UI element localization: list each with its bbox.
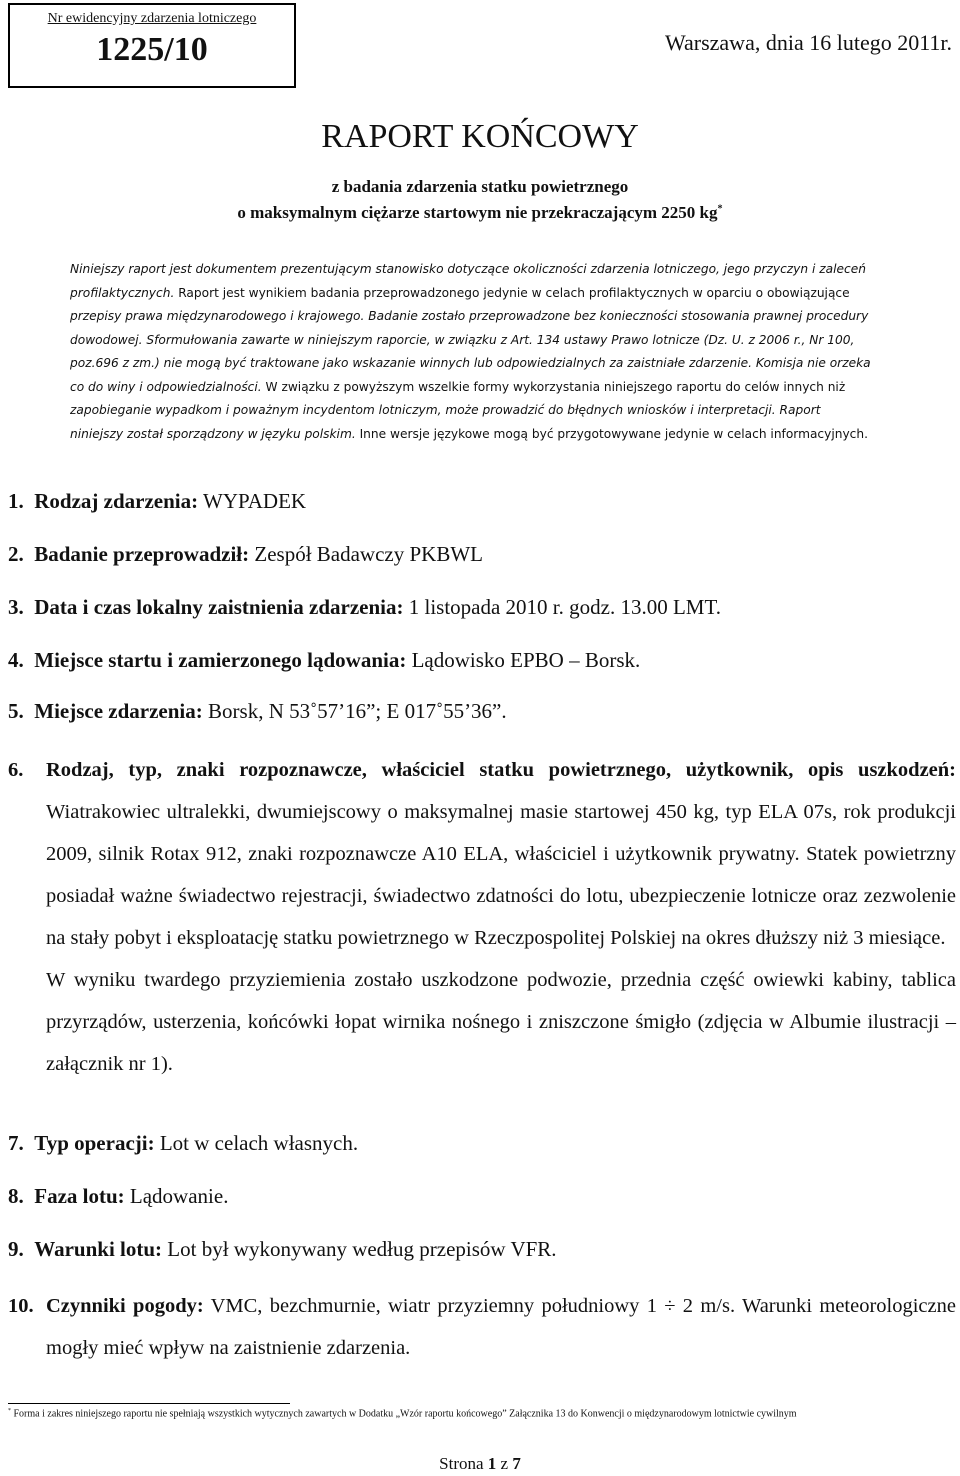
section-7: 7. Typ operacji: Lot w celach własnych. bbox=[8, 1131, 359, 1155]
page-number: Strona 1 z 7 bbox=[439, 1454, 521, 1473]
report-date: Warszawa, dnia 16 lutego 2011r. bbox=[665, 30, 952, 55]
section-2: 2. Badanie przeprowadził: Zespół Badawczy PKBWL bbox=[8, 542, 483, 566]
registry-number-box bbox=[8, 3, 296, 88]
subtitle-line-1: z badania zdarzenia statku powietrznego bbox=[331, 177, 629, 196]
subtitle-line-2: o maksymalnym ciężarze startowym nie przekraczającym 2250 kg* bbox=[237, 203, 723, 222]
disclaimer-paragraph: Niniejszy raport jest dokumentem prezentującym stanowisko dotyczące okoliczności zdarzenia lotniczego, jego przyczyn i zaleceń profilaktycznych. Raport jest wynikiem badania przeprowadzonego jedynie w celach profilaktycznych w oparciu o obowiązujące przepisy prawa międzynarodowego i krajowego. Badanie zostało przeprowadzone bez konieczności stosowania prawnej procedury dowodowej. Sformułowania zawarte w niniejszym raporcie, w związku z Art. 134 ustawy Prawo lotnicze (Dz. U. z 2006 r., Nr 100, poz.696 z zm.) nie mogą być traktowane jako wskazanie winnych lub odpowiedzialnych za zaistniałe zdarzenie. Komisja nie orzeka co do winy i odpowiedzialności. W związku z powyższym wszelkie formy wykorzystania niniejszego raportu do celów innych niż zapobieganie wypadkom i poważnym incydentom lotniczym, może prowadzić do błędnych wniosków i interpretacji. Raport niniejszy został sporządzony w języku polskim. Inne wersje językowe mogą być przygotowywane jedynie w celach informacyjnych. bbox=[70, 262, 871, 441]
section-3: 3. Data i czas lokalny zaistnienia zdarzenia: 1 listopada 2010 r. godz. 13.00 LMT. bbox=[8, 595, 721, 619]
section-1: 1. Rodzaj zdarzenia: WYPADEK bbox=[8, 489, 307, 513]
section-8: 8. Faza lotu: Lądowanie. bbox=[8, 1184, 229, 1208]
footnote-separator bbox=[8, 1403, 290, 1404]
section-4: 4. Miejsce startu i zamierzonego lądowania: Lądowisko EPBO – Borsk. bbox=[8, 648, 641, 672]
footnote: * Forma i zakres niniejszego raportu nie spełniają wszystkich wytycznych zawartych w Dodatku „Wzór raportu końcowego” Załącznika 13 do Konwencji o międzynarodowym lotnictwie cywilnym bbox=[8, 1408, 797, 1420]
registry-number: 1225/10 bbox=[96, 31, 208, 68]
section-6: 6. Rodzaj, typ, znaki rozpoznawcze, właściciel statku powietrznego, użytkownik, opis uszkodzeń: Wiatrakowiec ultralekki, dwumiejscowy o maksymalnej masie startowej 450 kg, typ ELA 07s, rok produkcji 2009, silnik Rotax 912, znaki rozpoznawcze A10 ELA, właściciel i użytkownik prywatny. Statek powietrzny posiadał ważne świadectwo rejestracji, świadectwo zdatności do lotu, ubezpieczenie lotnicze oraz zezwolenie na stały pobyt i eksploatację statku powietrznego w Rzeczpospolitej Polskiej na okres dłuższy niż 3 miesiące. W wyniku twardego przyziemienia zostało uszkodzone podwozie, przednia część owiewki kabiny, tablica przyrządów, usterzenia, końcówki łopat wirnika nośnego i zniszczone śmigło (zdjęcia w Albumie ilustracji – załącznik nr 1). bbox=[8, 759, 956, 1075]
section-5: 5. Miejsce zdarzenia: Borsk, N 53˚57’16”; E 017˚55’36”. bbox=[8, 699, 507, 723]
footnote-marker: * bbox=[717, 203, 723, 215]
page-title: RAPORT KOŃCOWY bbox=[321, 118, 639, 155]
registry-label: Nr ewidencyjny zdarzenia lotniczego bbox=[47, 11, 257, 26]
section-9: 9. Warunki lotu: Lot był wykonywany według przepisów VFR. bbox=[8, 1237, 557, 1261]
section-10: 10. Czynniki pogody: VMC, bezchmurnie, wiatr przyziemny południowy 1 ÷ 2 m/s. Warunki meteorologiczne mogły mieć wpływ na zaistnienie zdarzenia. bbox=[8, 1295, 956, 1359]
